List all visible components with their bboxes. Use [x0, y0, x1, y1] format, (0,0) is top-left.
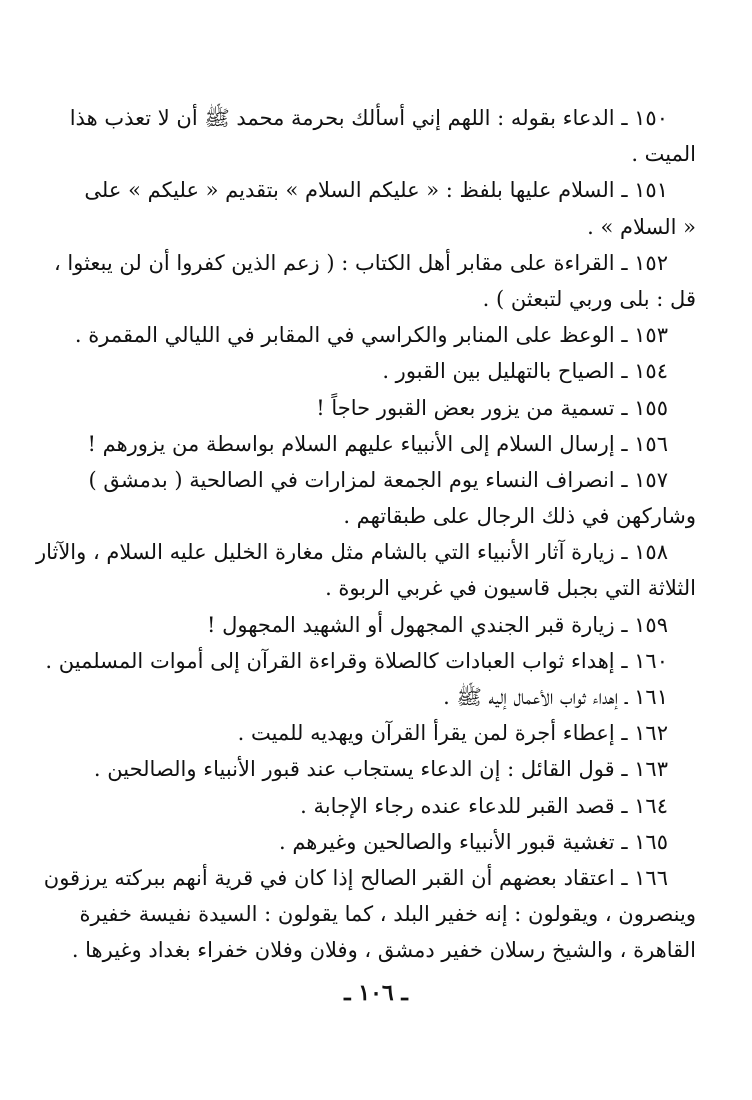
text-line-18: ١٦٢ ـ إعطاء أجرة لمن يقرأ القرآن ويهديه للميت . — [237, 721, 668, 746]
text-line-12: وشاركهن في ذلك الرجال على طبقاتهم . — [343, 504, 696, 529]
page-number: ـ ١٠٦ ـ — [344, 980, 408, 1006]
text-line-19: ١٦٣ ـ قول القائل : إن الدعاء يستجاب عند قبور الأنبياء والصالحين . — [93, 757, 668, 782]
text-line-16: ١٦٠ ـ إهداء ثواب العبادات كالصلاة وقراءة القرآن إلى أموات المسلمين . — [45, 648, 668, 673]
text-line-5: ١٥٢ ـ القراءة على مقابر أهل الكتاب : ( زعم الذين كفروا أن لن يبعثوا ، — [53, 250, 668, 275]
text-line-3: ١٥١ ـ السلام عليها بلفظ : « عليكم السلام » بتقديم « عليكم » على — [84, 178, 668, 203]
text-line-14: الثلاثة التي بجبل قاسيون في غربي الربوة . — [325, 576, 696, 601]
text-line-20: ١٦٤ ـ قصد القبر للدعاء عنده رجاء الإجابة . — [300, 793, 668, 818]
text-line-6: قل : بلى وربي لتبعثن ) . — [482, 286, 696, 311]
text-line-24: القاهرة ، والشيخ رسلان خفير دمشق ، وفلان وفلان خفراء بغداد وغيرها . — [71, 938, 696, 963]
text-line-11: ١٥٧ ـ انصراف النساء يوم الجمعة لمزارات في الصالحية ( بدمشق ) — [88, 467, 668, 492]
text-line-1: ١٥٠ ـ الدعاء بقوله : اللهم إني أسألك بحرمة محمد ﷺ أن لا تعذب هذا — [69, 106, 668, 130]
text-line-13: ١٥٨ ـ زيارة آثار الأنبياء التي بالشام مثل مغارة الخليل عليه السلام ، والآثار — [35, 540, 668, 565]
text-line-4: « السلام » . — [587, 214, 696, 239]
text-line-22: ١٦٦ ـ اعتقاد بعضهم أن القبر الصالح إذا كان في قرية أنهم ببركته يرزقون — [43, 865, 668, 890]
text-line-17: ١٦١ ـ إهداء ثواب الأعمال إليه ﷺ . — [443, 685, 668, 709]
text-line-15: ١٥٩ ـ زيارة قبر الجندي المجهول أو الشهيد المجهول ! — [206, 612, 668, 637]
text-line-7: ١٥٣ ـ الوعظ على المنابر والكراسي في المقابر في الليالي المقمرة . — [74, 323, 668, 348]
text-line-23: وينصرون ، ويقولون : إنه خفير البلد ، كما يقولون : السيدة نفيسة خفيرة — [79, 902, 696, 927]
text-line-8: ١٥٤ ـ الصياح بالتهليل بين القبور . — [382, 359, 668, 384]
text-line-21: ١٦٥ ـ تغشية قبور الأنبياء والصالحين وغيرهم . — [278, 829, 668, 854]
text-line-10: ١٥٦ ـ إرسال السلام إلى الأنبياء عليهم السلام بواسطة من يزورهم ! — [87, 431, 668, 456]
text-line-9: ١٥٥ ـ تسمية من يزور بعض القبور حاجاً ! — [316, 395, 668, 420]
page-text-block — [35, 100, 696, 969]
text-line-2: الميت . — [631, 142, 696, 167]
